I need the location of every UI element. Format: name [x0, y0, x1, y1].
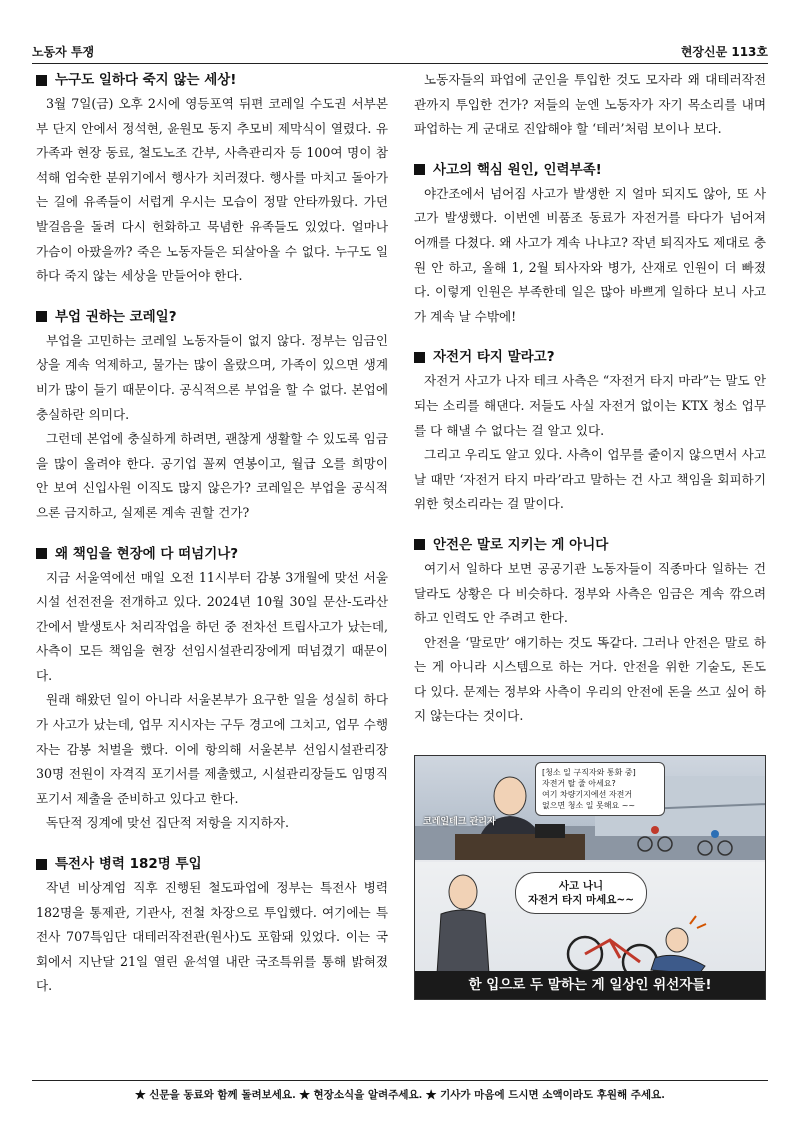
- article-section: [36, 542, 388, 837]
- section-heading: [36, 305, 388, 329]
- section-title: 특전사 병력 182명 투입: [55, 856, 202, 873]
- editorial-cartoon: [414, 755, 766, 1000]
- right-column: [414, 68, 766, 1015]
- article-section: [414, 345, 766, 517]
- article-paragraph: 여기서 일하다 보면 공공기관 노동자들이 직종마다 일하는 건 달라도 상황은 다 비슷하다. 정부와 사측은 임금은 계속 깎으려 하고 인력도 안 주려고 한다.: [414, 560, 766, 626]
- section-heading: [414, 158, 766, 182]
- section-title: 왜 책임을 현장에 다 떠넘기나?: [55, 545, 239, 562]
- cartoon-caption: 한 입으로 두 말하는 게 일상인 위선자들!: [415, 971, 765, 999]
- section-title: 부업 권하는 코레일?: [55, 308, 177, 325]
- section-title: 누구도 일하다 죽지 않는 세상!: [55, 72, 237, 88]
- square-bullet-icon: [36, 548, 47, 559]
- square-bullet-icon: [36, 311, 47, 322]
- section-heading: [414, 533, 766, 557]
- page-header: [32, 42, 768, 64]
- section-title: 사고의 핵심 원인, 인력부족!: [433, 161, 602, 178]
- issue-number: 현장신문 113호: [680, 45, 768, 59]
- bubble-line: [청소 일 구직자와 통화 중]: [542, 768, 636, 778]
- article-paragraph: 3월 7일(금) 오후 2시에 영등포역 뒤편 코레일 수도권 서부본부 단지 안에서 정석현, 윤원모 동지 추모비 제막식이 열렸다. 유가족과 현장 동료, 철도노조 간부, 사측관리자 등 100여 명이 참석해 엄숙한 분위기에서 행사가 치러졌다. 행사를 마치고 돌아가는 길에 유족들이 서럽게 우시는 모습이 정말 안타까웠다. 가던 발걸음을 돌려 다시 헌화하고 묵념한 유족들도 있었다. 얼마나 가슴이 아팠을까? 죽은 노동자들은 되살아올 수 없다. 누구도 일하다 죽지 않는 세상을 만들어야 한다.: [36, 96, 388, 284]
- bubble-line: 자전거 탈 줄 아세요?: [542, 779, 616, 789]
- continued-article: [414, 68, 766, 142]
- square-bullet-icon: [414, 539, 425, 550]
- article-paragraph: 지금 서울역에선 매일 오전 11시부터 감봉 3개월에 맞선 서울시설 선전전을 전개하고 있다. 2024년 10월 30일 문산-도라산간에서 발생토사 처리작업을 하던 중 전차선 트립사고가 났는데, 사측이 모든 책임을 현장 선임시설관리장에게 떠넘겼기 때문이다.: [36, 569, 388, 683]
- page-footer: ★ 신문을 동료와 함께 돌려보세요. ★ 현장소식을 알려주세요. ★ 기사가 마음에 드시면 소액이라도 후원해 주세요.: [32, 1080, 768, 1102]
- cartoon-panel-office: [415, 756, 765, 860]
- right-sections: [414, 158, 766, 729]
- article-paragraph: 그런데 본업에 충실하게 하려면, 괜찮게 생활할 수 있도록 임금을 많이 올려야 한다. 공기업 꼴찌 연봉이고, 월급 오를 희망이 안 보여 신입사원 이직도 많지 않은가? 코레일은 부업을 공식적으론 금지하고, 실제론 계속 권할 건가?: [36, 431, 388, 520]
- article-paragraph: 그리고 우리도 알고 있다. 사측이 업무를 줄이지 않으면서 사고 날 때만 ‘자전거 타지 마라’라고 말하는 건 사고 책임을 회피하기 위한 헛소리라는 걸 말이다.: [414, 447, 766, 512]
- cartoon-speech-bubble-phone: [535, 762, 665, 816]
- article-columns: [36, 68, 766, 1015]
- section-heading: [414, 345, 766, 369]
- square-bullet-icon: [36, 859, 47, 870]
- article-paragraph: 야간조에서 넘어짐 사고가 발생한 지 얼마 되지도 않아, 또 사고가 발생했다. 이번엔 비품조 동료가 자전거를 타다가 넘어져 어깨를 다쳤다. 왜 사고가 계속 나냐고? 작년 퇴직자도 제대로 충원 안 하고, 올해 1, 2월 퇴사자와 병가, 산재로 인원이 더 빠졌다. 이렇게 인원은 부족한데 일은 많아 바쁘게 일하다 보니 사고가 계속 날 수밖에!: [414, 185, 766, 324]
- cartoon-speech-bubble-manager: [515, 872, 647, 914]
- square-bullet-icon: [36, 75, 47, 86]
- left-column: [36, 68, 388, 1015]
- article-paragraph: 자전거 사고가 나자 테크 사측은 “자전거 타지 마라”는 말도 안 되는 소리를 해댄다. 저들도 사실 자전거 없이는 KTX 청소 업무를 다 해낼 수 없다는 걸 알고 있다.: [414, 373, 766, 438]
- newspaper-section-label: 노동자 투쟁: [32, 45, 95, 59]
- section-title: 안전은 말로 지키는 게 아니다: [433, 536, 609, 553]
- section-title: 자전거 타지 말라고?: [433, 349, 555, 366]
- section-heading: [36, 852, 388, 876]
- square-bullet-icon: [414, 164, 425, 175]
- article-section: [414, 158, 766, 330]
- cartoon-character-label: 코레일테크 관리자: [423, 817, 496, 828]
- article-section: [36, 852, 388, 999]
- bubble-line: 사고 나니: [558, 880, 604, 893]
- article-section: [36, 305, 388, 526]
- section-heading: [36, 542, 388, 566]
- square-bullet-icon: [414, 352, 425, 363]
- bubble-line: 여기 차량기지에선 자전거: [542, 790, 633, 800]
- article-section: [36, 68, 388, 289]
- article-paragraph: 독단적 징계에 맞선 집단적 저항을 지지하자.: [46, 815, 289, 831]
- article-section: [414, 533, 766, 729]
- section-heading: [36, 68, 388, 92]
- article-paragraph: 원래 해왔던 일이 아니라 서울본부가 요구한 일을 성실히 하다가 사고가 났는데, 업무 지시자는 구두 경고에 그치고, 업무 수행자는 감봉 처벌을 했다. 이에 항의해 서울본부 선임시설관리장 30명 전원이 자격직 포기서를 제출했고, 시설관리장들도 임명직 포기서 제출을 준비하고 있다고 한다.: [36, 692, 388, 806]
- article-paragraph: 작년 비상계엄 직후 진행된 철도파업에 정부는 특전사 병력 182명을 통제관, 기관사, 전철 차장으로 투입했다. 여기에는 특전사 707특임단 대테러작전관(원사)도 포함돼 있었다. 이는 국회에서 지난달 21일 열린 윤석열 내란 국조특위를 통해 밝혀졌다.: [36, 880, 388, 994]
- bubble-line: 자전거 타지 마세요~~: [527, 894, 635, 907]
- bubble-line: 없으면 청소 일 못해요 ~~: [542, 801, 636, 811]
- article-paragraph: 노동자들의 파업에 군인을 투입한 것도 모자라 왜 대테러작전관까지 투입한 건가? 저들의 눈엔 노동자가 자기 목소리를 내며 파업하는 게 군대로 진압해야 할 ‘테러’처럼 보이나 보다.: [414, 72, 766, 137]
- article-paragraph: 안전을 ‘말로만’ 얘기하는 것도 똑같다. 그러나 안전은 말로 하는 게 아니라 시스템으로 하는 거다. 안전을 위한 기술도, 돈도 다 있다. 문제는 정부와 사측이 우리의 안전에 돈을 쓰고 싶어 하지 않는다는 것이다.: [414, 634, 766, 724]
- article-paragraph: 부업을 고민하는 코레일 노동자들이 없지 않다. 정부는 임금인상을 계속 억제하고, 물가는 많이 올랐으며, 가족이 있으면 생계비가 많이 들기 때문이다. 공식적으론 부업을 할 수 없다. 본업에 충실하란 의미다.: [36, 332, 388, 422]
